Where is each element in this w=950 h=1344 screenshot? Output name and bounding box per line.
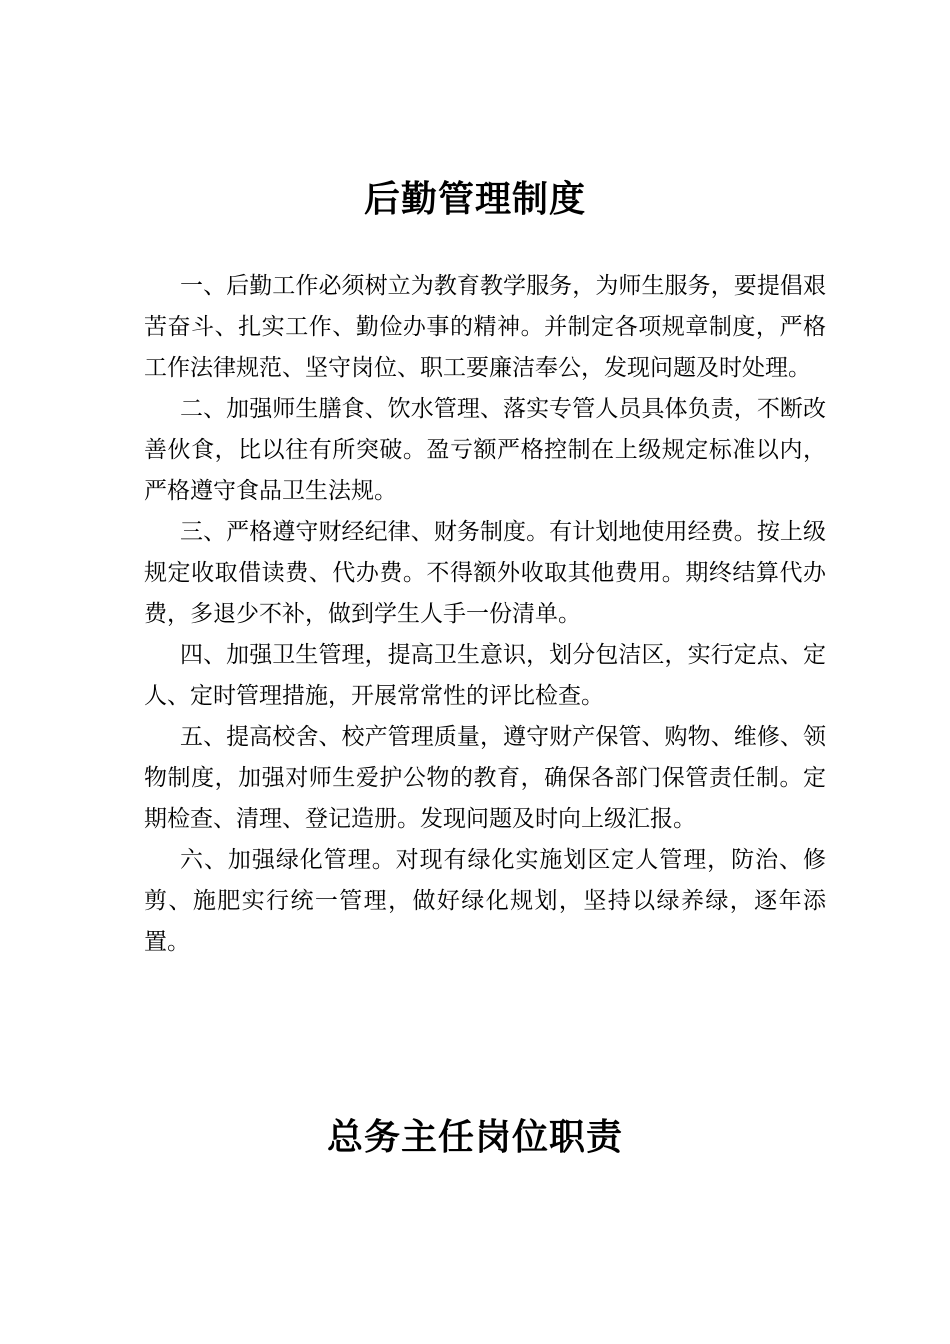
page-title: 后勤管理制度 [363, 179, 586, 220]
paragraph-4: 四、加强卫生管理，提高卫生意识，划分包洁区，实行定点、定人、定时管理措施，开展常常性的评比检查。 [144, 642, 826, 709]
paragraph-6: 六、加强绿化管理。对现有绿化实施划区定人管理，防治、修剪、施肥实行统一管理，做好绿化规划，坚持以绿养绿，逐年添置。 [144, 847, 826, 955]
paragraph-3: 三、严格遵守财经纪律、财务制度。有计划地使用经费。按上级规定收取借读费、代办费。不得额外收取其他费用。期终结算代办费，多退少不补，做到学生人手一份清单。 [144, 519, 826, 627]
paragraph-5: 五、提高校舍、校产管理质量，遵守财产保管、购物、维修、领物制度，加强对师生爱护公物的教育，确保各部门保管责任制。定期检查、清理、登记造册。发现问题及时向上级汇报。 [144, 724, 826, 832]
paragraph-1: 一、后勤工作必须树立为教育教学服务，为师生服务，要提倡艰苦奋斗、扎实工作、勤俭办事的精神。并制定各项规章制度，严格工作法律规范、坚守岗位、职工要廉洁奉公，发现问题及时处理。 [144, 273, 826, 381]
document-body [144, 266, 826, 963]
section-title: 总务主任岗位职责 [326, 1117, 623, 1158]
paragraph-2: 二、加强师生膳食、饮水管理、落实专管人员具体负责，不断改善伙食，比以往有所突破。盈亏额严格控制在上级规定标准以内，严格遵守食品卫生法规。 [144, 396, 826, 504]
